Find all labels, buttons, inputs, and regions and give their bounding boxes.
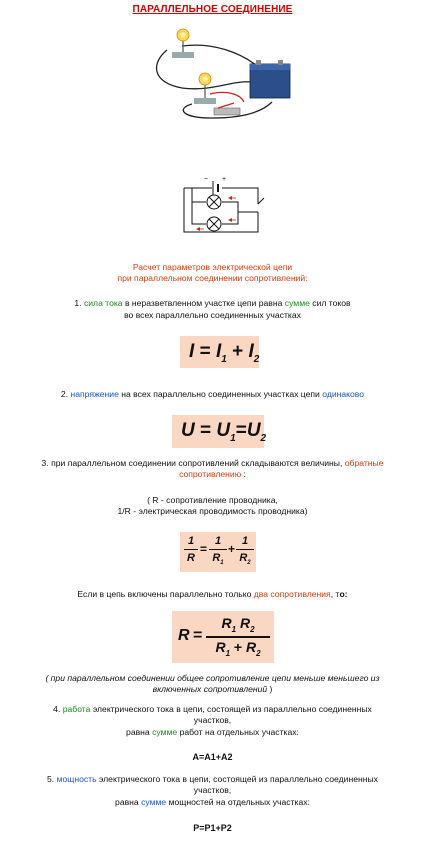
f2-eq2: = [235, 420, 247, 441]
f4-plus: + [233, 639, 243, 655]
rule4-line2: участков, [193, 715, 232, 725]
f3-n2: 1 [241, 535, 249, 547]
f3-d1 [209, 552, 227, 570]
note1-line2: 1/R - электрическая проводимость проводника) [117, 506, 308, 516]
two-post-bold: о: [339, 589, 348, 599]
f2-b-sub: 2 [260, 432, 267, 444]
f3-num: 1 [187, 535, 195, 547]
rule4-line1 [0, 704, 425, 715]
rule5-post: мощностей на отдельных участках: [168, 797, 310, 807]
rule5-line2: участков, [193, 785, 232, 795]
f3-den: R [187, 552, 195, 564]
rule5-line3 [0, 797, 425, 808]
svg-text:−: − [204, 176, 209, 183]
formula-current [180, 336, 259, 368]
f2-a-sub: 1 [230, 432, 236, 444]
f2-b: U [246, 420, 261, 441]
rule3-line1 [0, 458, 425, 469]
rule4-num: 4. [53, 704, 61, 714]
two-pre: Если в цепь включены параллельно только [77, 589, 252, 599]
rule4-sum: сумме [152, 727, 178, 737]
note2-line2 [0, 684, 425, 695]
rule1-term: сила тока [83, 298, 123, 308]
f1-a: I [215, 341, 222, 362]
f3-bar1 [209, 549, 227, 550]
f1-lhs: I [189, 341, 195, 362]
f3-plus: + [228, 542, 236, 556]
circuit-schematic [178, 168, 266, 246]
rule2-term: напряжение [70, 389, 119, 399]
formula-voltage-expr [181, 420, 266, 450]
f3-bar [184, 549, 198, 550]
f4-numerator [206, 615, 270, 638]
two-red: два сопротивления [253, 589, 331, 599]
rule5-sum: сумме [141, 797, 167, 807]
rule2-num: 2. [60, 389, 69, 399]
rule5-term: мощность [56, 774, 97, 784]
f3-d1-r: R [212, 552, 221, 564]
note2-text: включенных сопротивлений [152, 684, 268, 694]
f4-bar [206, 636, 270, 638]
f3-d2-r: R [239, 552, 248, 564]
rule4-pre: равна [126, 727, 150, 737]
f4-da: R [215, 639, 226, 655]
f4-nb-sub: 2 [250, 624, 255, 634]
f3-d2 [236, 552, 254, 570]
f4-da-sub: 1 [225, 648, 231, 658]
rule5-mid: электрического тока в цепи, состоящей из параллельно соединенных [98, 774, 378, 784]
two-resistors-line [0, 589, 425, 600]
rule3-colon: : [243, 469, 246, 479]
page-title: ПАРАЛЛЕЛЬНОЕ СОЕДИНЕНИЕ [132, 4, 293, 15]
section-header-line2: при параллельном соединении сопротивлений: [117, 273, 308, 283]
rule1-mid: в неразветвленном участке цепи равна [124, 298, 283, 308]
f3-eq: = [200, 542, 208, 556]
f3-bar2 [236, 549, 254, 550]
f3-d1-sub: 1 [220, 560, 224, 567]
circuit-photo [122, 22, 302, 126]
rule3-resistance: сопротивлению [179, 469, 242, 479]
f4-na-sub: 1 [231, 624, 237, 634]
f4-na: R [221, 615, 232, 631]
formula-current-expr [189, 341, 259, 371]
rule1-num: 1. [74, 298, 82, 308]
f4-db-sub: 2 [256, 648, 261, 658]
f1-a-sub: 1 [221, 353, 227, 365]
rule3-inverse: обратные [344, 458, 384, 468]
f4-denominator [206, 639, 270, 662]
rule5-line1 [0, 774, 425, 785]
svg-text:+: + [222, 176, 227, 183]
rule4-post: работ на отдельных участках: [179, 727, 299, 737]
rule3-line2 [0, 469, 425, 480]
formula-two-resistors [172, 611, 274, 663]
rule4-line3 [0, 727, 425, 738]
rule1-line1 [0, 298, 425, 309]
rule1-line2: во всех параллельно соединенных участках [124, 310, 301, 320]
f1-eq: = [199, 341, 211, 362]
rule5-pre: равна [115, 797, 139, 807]
f4-eq: = [193, 627, 203, 644]
f3-d2-sub: 2 [247, 560, 251, 567]
f1-b-sub: 2 [253, 353, 260, 365]
f2-eq1: = [200, 420, 212, 441]
note2-end: ) [269, 684, 273, 694]
f4-nb: R [239, 615, 251, 631]
rule4-term: работа [62, 704, 91, 714]
rule4-mid: электрического тока в цепи, состоящей из параллельно соединенных [92, 704, 372, 714]
rule3-text: 3. при параллельном соединении сопротивлений складываются величины, [41, 458, 343, 468]
formula-power: P=P1+P2 [193, 823, 232, 833]
f2-lhs: U [181, 420, 195, 441]
formula-work: A=A1+A2 [192, 752, 233, 762]
note2-line1: ( при параллельном соединении общее сопротивление цепи меньше меньшего из [45, 673, 380, 683]
f1-plus: + [232, 341, 244, 362]
rule2-same: одинаково [322, 389, 365, 399]
note1-line1: ( R - сопротивление проводника, [147, 495, 278, 505]
f2-a: U [216, 420, 231, 441]
rule1-sum: сумме [284, 298, 310, 308]
rule2-line [0, 389, 425, 400]
rule5-num: 5. [47, 774, 55, 784]
f3-n1: 1 [214, 535, 222, 547]
section-header-line1: Расчет параметров электрической цепи [132, 262, 293, 272]
rule2-mid: на всех параллельно соединенных участках цепи [121, 389, 320, 399]
formula-conductance [180, 532, 256, 572]
two-post: , т [330, 589, 340, 599]
f4-db: R [245, 639, 257, 655]
f1-b: I [248, 341, 254, 362]
rule1-tail: сил токов [312, 298, 351, 308]
formula-voltage [172, 415, 267, 448]
f4-lhs: R [178, 627, 190, 644]
